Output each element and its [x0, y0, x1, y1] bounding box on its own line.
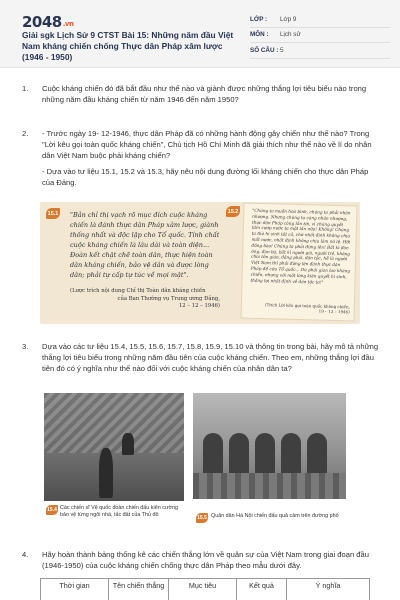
question-body	[42, 549, 382, 576]
question-number: 2.	[22, 129, 29, 138]
meta-value: Lớp 9	[280, 15, 297, 23]
citation-line: 12 – 12 – 1946)	[178, 303, 220, 309]
photo-badge-2: 15.5	[197, 515, 207, 521]
table-header-cell: Ý nghĩa	[287, 579, 370, 600]
question-text: Hãy hoàn thành bảng thống kê các chiến thắng lớn về quân sự của Việt Nam trong giai đoạn đầu (1946-1950) của cuộc kháng chiến chống thực dân Pháp theo mẫu dưới đây.	[42, 550, 369, 570]
photo-arch	[307, 433, 327, 473]
question-body	[42, 83, 382, 110]
page-header	[0, 0, 400, 68]
question-text: - Trước ngày 19- 12-1946, thực dân Pháp đã có những hành động gây chiến như thế nào? Trong "Lời kêu gọi toàn quốc kháng chiến", Chủ tịch Hồ Chí Minh đã giải thích như thế nào về lí do nhân dân Việt Nam buộc phải kháng chiến?	[42, 129, 372, 160]
victory-table	[40, 578, 370, 600]
table-header-cell: Kết quả	[237, 579, 287, 600]
meta-key: LỚP :	[250, 15, 268, 23]
table-header-cell: Thời gian	[41, 579, 109, 600]
source-quote-1: "Bản chỉ thị vạch rõ mục đích cuộc kháng chiến là đánh thực dân Pháp xâm lược, giành thống nhất và độc lập cho Tổ quốc. Tính chất cuộc kháng chiến là lâu dài và toàn diện... Đoàn kết chặt chẽ toàn dân, thực hiện toàn dân kháng chiến, bảo vệ dân và được lòng dân; phải tự cấp tự túc về mọi mặt".	[70, 211, 220, 279]
photo-soldier-figure	[99, 448, 113, 498]
photo-arch	[255, 433, 275, 473]
citation-line: của Ban Thường vụ Trung ương Đảng,	[117, 295, 220, 302]
meta-row-subject	[250, 28, 390, 44]
question-number: 3.	[22, 342, 29, 351]
source-citation-2	[250, 302, 350, 315]
question-number: 1.	[22, 84, 29, 93]
table-header-row	[41, 579, 370, 600]
logo-suffix: .vn	[62, 20, 74, 28]
photo-arch	[229, 433, 249, 473]
question-body	[42, 128, 382, 193]
photo-caption-1: Các chiến sĩ Vệ quốc đoàn chiến đấu kiên cường bảo vệ từng ngôi nhà, tấc đất của Thủ đô	[60, 505, 179, 518]
meta-row-question-count	[250, 43, 390, 59]
citation-line: (Trích Lời kêu gọi toàn quốc kháng chiến,	[264, 302, 350, 310]
source-box	[40, 202, 360, 324]
question-number: 4.	[22, 550, 29, 559]
table-header-cell: Tên chiến thắng	[109, 579, 169, 600]
meta-key: MÔN :	[250, 31, 269, 39]
citation-line: (Lược trích nội dung Chỉ thị Toàn dân kháng chiến	[70, 288, 206, 294]
photo-caption-2: Quân dân Hà Nội chiến đấu quả cảm trên đường phố	[211, 513, 339, 519]
meta-value: 5	[280, 46, 284, 54]
photo-arch	[281, 433, 301, 473]
question-text: Dựa vào các tư liệu 15.4, 15.5, 15.6, 15.7, 15.8, 15.9, 15.10 và thông tin trong bài, hãy mô tả những thắng lợi tiêu biểu trong những năm đầu tiên của cuộc kháng chiến. Theo em, những thắng lợi đầu tiên đó có ý nghĩa như thế nào đối với cuộc kháng chiến của nhân dân ta?	[42, 342, 379, 373]
meta-key: SỐ CÂU :	[250, 46, 279, 54]
table-header-cell: Mục tiêu	[169, 579, 237, 600]
lesson-meta	[250, 12, 390, 59]
meta-row-grade	[250, 12, 390, 28]
photo-badge-1: 15.4	[47, 507, 57, 513]
source-badge-2: 15.2	[226, 206, 240, 217]
source-badge-1: 15.1	[46, 208, 60, 219]
photo-soldier-figure	[122, 433, 134, 455]
photo-rubble	[193, 473, 346, 499]
photo-arch	[203, 433, 223, 473]
page-title: Giải sgk Lịch Sử 9 CTST Bài 15: Những năm đầu Việt Nam kháng chiến chống Thực dân Pháp xâm lược (1946 - 1950)	[22, 30, 234, 62]
logo-text: 2048	[22, 13, 62, 31]
photo-arches	[203, 433, 327, 473]
meta-value: Lịch sử	[280, 31, 301, 39]
source-paper	[241, 203, 358, 322]
question-body	[42, 341, 382, 379]
source-citation-1	[70, 288, 220, 311]
photo-street-fighting-rooftop	[44, 393, 184, 501]
photo-roof-texture	[44, 393, 184, 453]
source-quote-2: "Chúng ta muốn hoà bình, chúng ta phải nhân nhượng. Nhưng chúng ta càng nhân nhượng, thực dân Pháp càng lấn tới, vì chúng quyết tâm cướp nước ta một lần nữa! Không! Chúng ta thà hi sinh tất cả, chứ nhất định không chịu mất nước, nhất định không chịu làm nô lệ. Hỡi đồng bào! Chúng ta phải đứng lên! Bất kì đàn ông, đàn bà, bất kì người già, người trẻ, không chia tôn giáo, đảng phái, dân tộc, hễ là người Việt Nam thì phải đứng lên đánh thực dân Pháp để cứu Tổ quốc... Dù phải gian lao kháng chiến, nhưng với một lòng kiên quyết hi sinh, thắng lợi nhất định về dân tộc ta!"	[250, 207, 351, 285]
question-text: - Dựa vào tư liệu 15.1, 15.2 và 15.3, hãy nêu nội dung đường lối kháng chiến cho thực dân Pháp của Đảng.	[42, 167, 369, 187]
photo-hanoi-street	[193, 393, 346, 499]
citation-line: 19 – 12 – 1946)	[318, 308, 350, 315]
question-text: Cuộc kháng chiến đó đã bắt đầu như thế nào và giành được những thắng lợi tiêu biểu nào trong những năm đầu kháng chiến từ năm 1946 đến năm 1950?	[42, 84, 367, 104]
site-logo[interactable]	[22, 13, 73, 31]
